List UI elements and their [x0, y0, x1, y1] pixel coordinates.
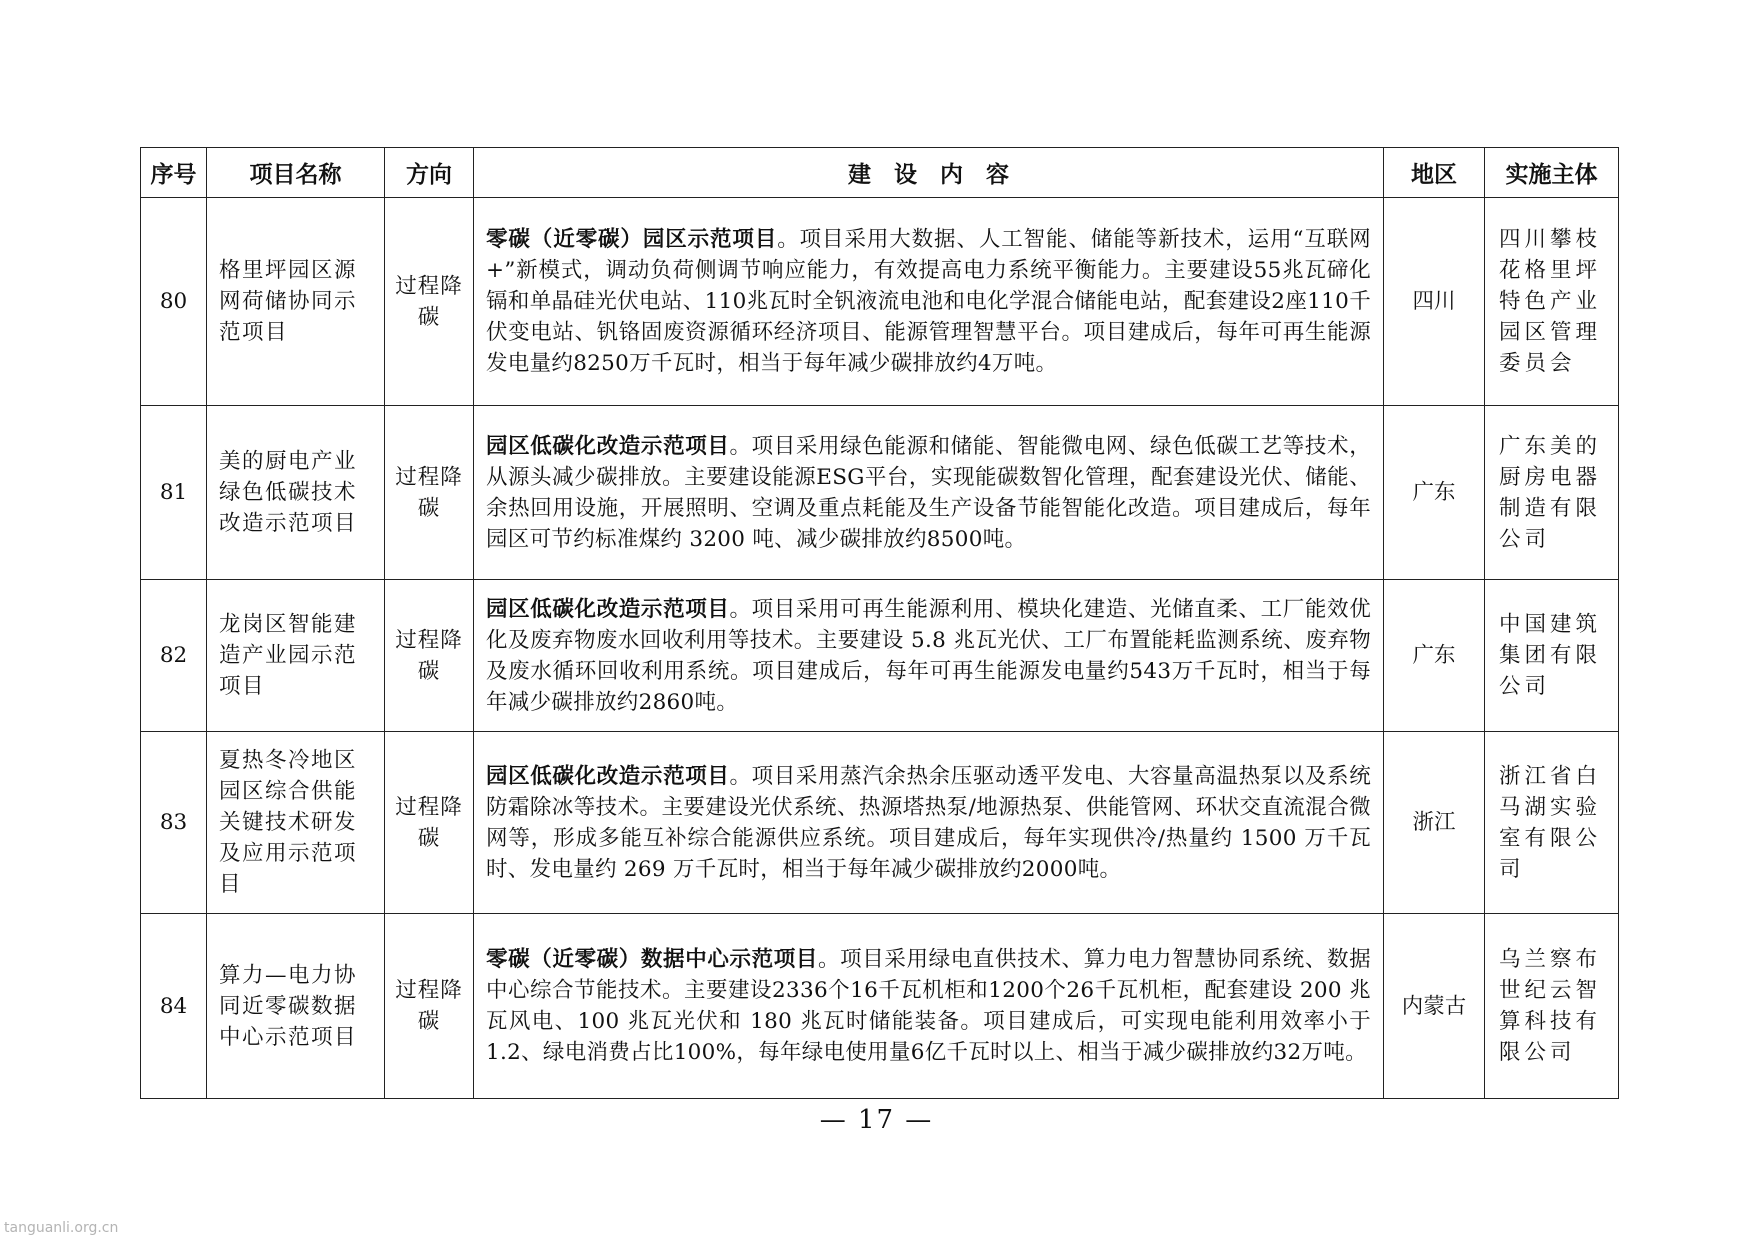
implementer: 四川攀枝花格里坪特色产业园区管理委员会	[1485, 198, 1619, 406]
project-name: 夏热冬冷地区园区综合供能关键技术研发及应用示范项目	[207, 732, 385, 914]
direction: 过程降碳	[385, 732, 474, 914]
header-row	[141, 148, 1619, 198]
construction-content	[474, 406, 1384, 580]
page-number: — 17 —	[819, 1105, 934, 1135]
header-no: 序号	[141, 148, 207, 198]
table-row	[141, 406, 1619, 580]
region: 内蒙古	[1384, 914, 1485, 1099]
row-number: 84	[141, 914, 207, 1099]
content-text: 。项目采用绿色能源和储能、智能微电网、绿色低碳工艺等技术，从源头减少碳排放。主要建设能源ESG平台，实现能碳数智化管理，配套建设光伏、储能、余热回用设施，开展照明、空调及重点耗能及生产设备节能智能化改造。项目建成后，每年园区可节约标准煤约 3200 吨、减少碳排放约8500吨。	[486, 433, 1371, 552]
implementer: 乌兰察布世纪云智算科技有限公司	[1485, 914, 1619, 1099]
watermark: tanguanli.org.cn	[4, 1220, 119, 1236]
project-name: 美的厨电产业绿色低碳技术改造示范项目	[207, 406, 385, 580]
direction: 过程降碳	[385, 914, 474, 1099]
table-row	[141, 914, 1619, 1099]
project-category: 园区低碳化改造示范项目	[486, 596, 730, 622]
project-category: 零碳（近零碳）园区示范项目	[486, 227, 778, 252]
content-text: 。项目采用绿电直供技术、算力电力智慧协同系统、数据中心综合节能技术。主要建设2336个16千瓦机柜和1200个26千瓦机柜，配套建设 200 兆瓦风电、100 兆瓦光伏和 180 兆瓦时储能装备。项目建成后，可实现电能利用效率小于1.2、绿电消费占比100%，每年绿电使用量6亿千瓦时以上、相当于减少碳排放约32万吨。	[486, 947, 1371, 1065]
content-text: 。项目采用可再生能源利用、模块化建造、光储直柔、工厂能效优化及废弃物废水回收利用等技术。主要建设 5.8 兆瓦光伏、工厂布置能耗监测系统、废弃物及废水循环回收利用系统。项目建成后，每年可再生能源发电量约543万千瓦时，相当于每年减少碳排放约2860吨。	[486, 596, 1371, 715]
region: 广东	[1384, 406, 1485, 580]
construction-content	[474, 580, 1384, 732]
row-number: 81	[141, 406, 207, 580]
table-row	[141, 580, 1619, 732]
header-implementer: 实施主体	[1485, 148, 1619, 198]
table-row	[141, 732, 1619, 914]
direction: 过程降碳	[385, 406, 474, 580]
implementer: 中国建筑集团有限公司	[1485, 580, 1619, 732]
project-table	[140, 147, 1619, 1099]
header-name: 项目名称	[207, 148, 385, 198]
construction-content	[474, 198, 1384, 406]
header-content: 建 设 内 容	[474, 148, 1384, 198]
project-name: 龙岗区智能建造产业园示范项目	[207, 580, 385, 732]
content-text: 。项目采用蒸汽余热余压驱动透平发电、大容量高温热泵以及系统防霜除冰等技术。主要建设光伏系统、热源塔热泵/地源热泵、供能管网、环状交直流混合微网等，形成多能互补综合能源供应系统。项目建成后，每年实现供冷/热量约 1500 万千瓦时、发电量约 269 万千瓦时，相当于每年减少碳排放约2000吨。	[486, 763, 1371, 882]
row-number: 80	[141, 198, 207, 406]
project-name: 格里坪园区源网荷储协同示范项目	[207, 198, 385, 406]
region: 四川	[1384, 198, 1485, 406]
project-category: 园区低碳化改造示范项目	[486, 433, 730, 459]
region: 广东	[1384, 580, 1485, 732]
content-text: 。项目采用大数据、人工智能、储能等新技术，运用“互联网+”新模式，调动负荷侧调节响应能力，有效提高电力系统平衡能力。主要建设55兆瓦碲化镉和单晶硅光伏电站、110兆瓦时全钒液流电池和电化学混合储能电站，配套建设2座110千伏变电站、钒铬固废资源循环经济项目、能源管理智慧平台。项目建成后，每年可再生能源发电量约8250万千瓦时，相当于每年减少碳排放约4万吨。	[486, 227, 1371, 376]
row-number: 83	[141, 732, 207, 914]
project-category: 园区低碳化改造示范项目	[486, 763, 730, 789]
implementer: 广东美的厨房电器制造有限公司	[1485, 406, 1619, 580]
header-direction: 方向	[385, 148, 474, 198]
construction-content	[474, 732, 1384, 914]
construction-content	[474, 914, 1384, 1099]
direction: 过程降碳	[385, 580, 474, 732]
direction: 过程降碳	[385, 198, 474, 406]
region: 浙江	[1384, 732, 1485, 914]
project-category: 零碳（近零碳）数据中心示范项目	[486, 947, 818, 972]
implementer: 浙江省白马湖实验室有限公司	[1485, 732, 1619, 914]
table-row	[141, 198, 1619, 406]
project-name: 算力—电力协同近零碳数据中心示范项目	[207, 914, 385, 1099]
header-region: 地区	[1384, 148, 1485, 198]
row-number: 82	[141, 580, 207, 732]
